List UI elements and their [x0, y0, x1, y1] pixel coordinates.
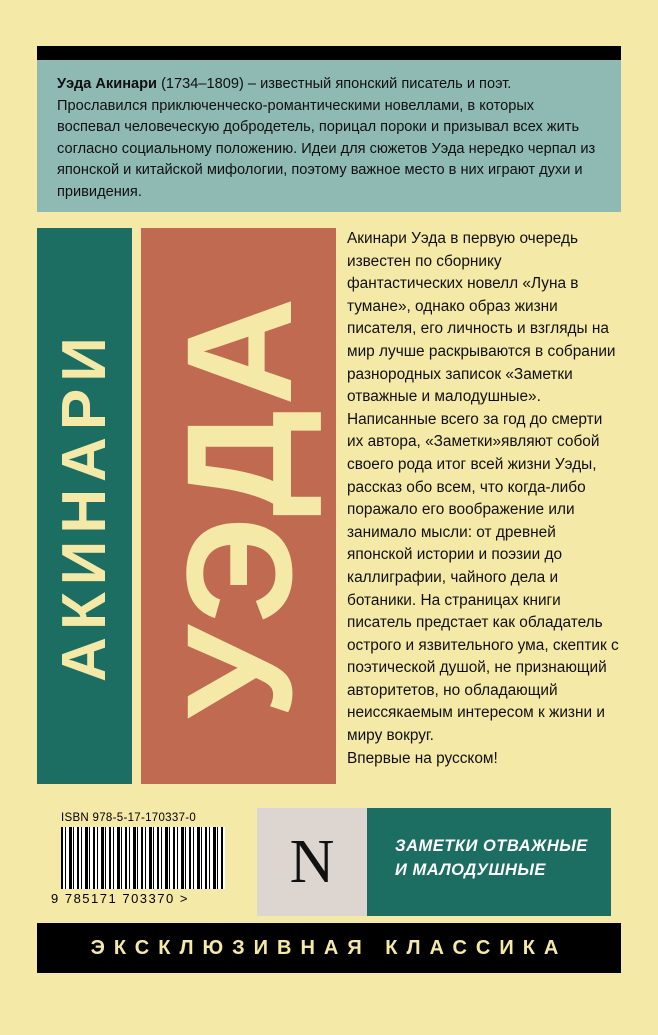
barcode-digits: 9 785171 703370 >: [51, 891, 189, 906]
barcode-image: [61, 827, 225, 889]
annotation-block: [37, 60, 621, 212]
author-name-bold: Уэда Акинари: [57, 76, 158, 92]
isbn-barcode-area: [47, 808, 235, 916]
title-vertical-label: УЭДА: [154, 293, 323, 719]
top-divider-bar: [37, 46, 621, 60]
description-last-line: Впервые на русском!: [347, 749, 498, 767]
middle-section: [37, 228, 621, 784]
annotation-text: (1734–1809) – известный японский писатель и поэт. Прославился приключенческо-романтическими новеллами, в которых воспевал человеческую добродетель, порицал пороки и призывал всех жить согласно социальному положению. Идеи для сюжетов Уэда нередко черпал из японской и китайской мифологии, поэтому важное место в них играют духи и привидения.: [57, 76, 596, 200]
isbn-text: ISBN 978-5-17-170337-0: [61, 812, 197, 824]
author-vertical-label: АКИНАРИ: [49, 330, 119, 682]
annotation-paragraph: [57, 74, 601, 203]
description-column: [347, 228, 621, 784]
book-title-line-1: ЗАМЕТКИ ОТВАЖНЫЕ: [395, 837, 588, 855]
series-footer-bar: [37, 923, 621, 973]
author-name-block: [37, 228, 132, 784]
publisher-logo-mark: N: [289, 828, 335, 896]
bottom-row: [37, 800, 621, 923]
publisher-logo-box: [257, 808, 367, 916]
title-block: [141, 228, 336, 784]
series-name: ЭКСКЛЮЗИВНАЯ КЛАССИКА: [90, 936, 568, 959]
book-title-line-2: И МАЛОДУШНЫЕ: [395, 861, 546, 879]
description-text: Акинари Уэда в первую очередь известен по сборнику фантастических новелл «Луна в тумане», однако образ жизни писателя, его личность и взгляды на мир лучше раскрываются в собрании разнородных записок «Заметки отважные и малодушные». Написанные всего за год до смерти их автора, «Заметки»являют собой своего рода итог всей жизни Уэды, рассказ обо всем, что когда-либо поражало его воображение или занимало мысли: от древней японской истории и поэзии до каллиграфии, чайного дела и ботаники. На страницах книги писатель предстает как обладатель острого и язвительного ума, скептик с поэтической душой, не признающий авторитетов, но обладающий неиссякаемым интересом к жизни и миру вокруг.: [347, 230, 619, 745]
book-title-box: [367, 808, 611, 916]
